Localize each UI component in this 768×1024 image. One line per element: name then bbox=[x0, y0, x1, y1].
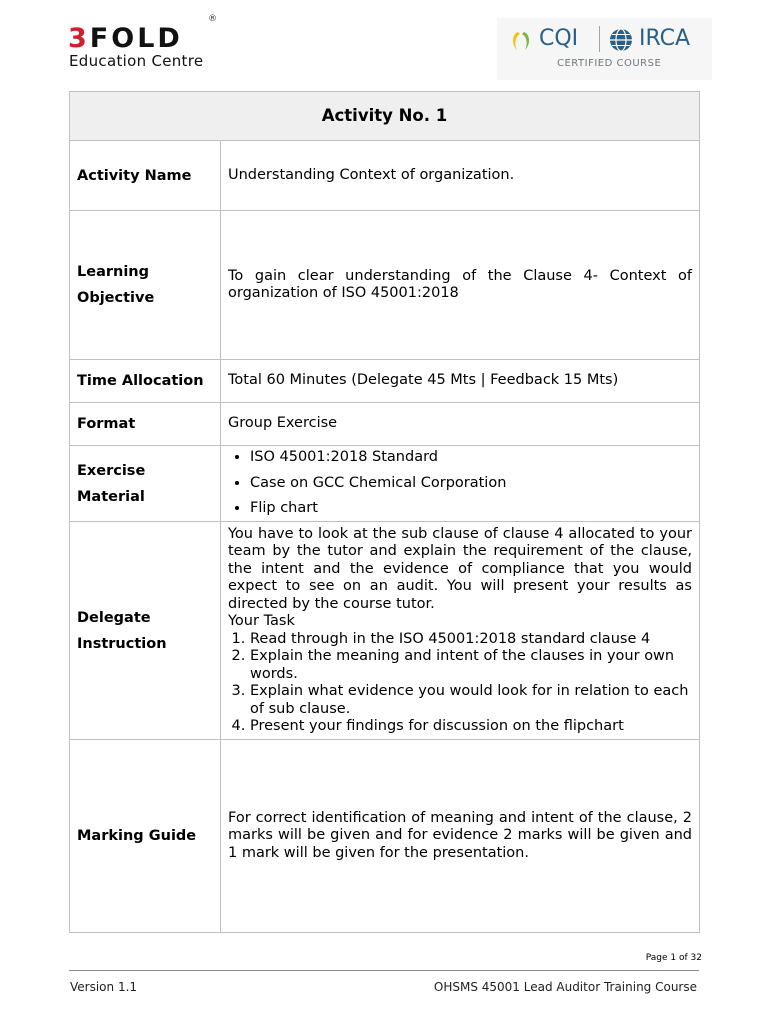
activity-name-value: Understanding Context of organization. bbox=[221, 141, 700, 211]
exercise-material-row bbox=[70, 446, 700, 522]
format-row bbox=[70, 403, 700, 446]
list-item: 1. Read through in the ISO 45001:2018 standard clause 4 bbox=[250, 631, 692, 649]
marking-guide-value: For correct identification of meaning and intent of the clause, 2 marks will be given and for evidence 2 marks will be given and 1 mark will be given for the presentation. bbox=[221, 740, 700, 933]
list-item: • Case on GCC Chemical Corporation bbox=[250, 475, 692, 493]
time-allocation-label: Time Allocation bbox=[70, 360, 221, 403]
task-heading: Your Task bbox=[228, 613, 295, 629]
delegate-instruction-value bbox=[221, 522, 700, 740]
exercise-material-label: Exercise Material bbox=[70, 446, 221, 522]
list-item: • ISO 45001:2018 Standard bbox=[250, 449, 692, 467]
time-allocation-value: Total 60 Minutes (Delegate 45 Mts | Feedback 15 Mts) bbox=[221, 360, 700, 403]
activity-name-label: Activity Name bbox=[70, 141, 221, 211]
delegate-instruction-label: Delegate Instruction bbox=[70, 522, 221, 740]
version-text: Version 1.1 bbox=[70, 980, 138, 994]
task-list bbox=[228, 631, 692, 736]
list-item: 2. Explain the meaning and intent of the clauses in your own words. bbox=[250, 648, 692, 683]
marking-guide-label: Marking Guide bbox=[70, 740, 221, 933]
time-allocation-row bbox=[70, 360, 700, 403]
title-row bbox=[70, 92, 700, 141]
instruction-intro: You have to look at the sub clause of clause 4 allocated to your team by the tutor and explain the requirement of the clause, the intent and the evidence of compliance that you would expect to see on an audit. You will present your results as directed by the course tutor. bbox=[228, 525, 692, 612]
list-item: 3. Explain what evidence you would look for in relation to each of sub clause. bbox=[250, 683, 692, 718]
cqi-text: CQI bbox=[539, 26, 579, 51]
learning-objective-label: Learning Objective bbox=[70, 211, 221, 360]
format-value: Group Exercise bbox=[221, 403, 700, 446]
irca-text: IRCA bbox=[639, 26, 691, 51]
globe-icon bbox=[609, 28, 633, 52]
learning-objective-row bbox=[70, 211, 700, 360]
marking-guide-row bbox=[70, 740, 700, 933]
exercise-material-list bbox=[221, 446, 700, 522]
page-number: Page 1 of 32 bbox=[645, 953, 702, 963]
footer-divider bbox=[69, 970, 699, 971]
logo-subtitle: Education Centre bbox=[69, 52, 204, 70]
certified-course-text: CERTIFIED COURSE bbox=[557, 58, 662, 69]
list-item: 4. Present your findings for discussion on the flipchart bbox=[250, 718, 692, 736]
logo-divider bbox=[599, 26, 600, 52]
logo-wordmark bbox=[68, 24, 183, 54]
course-title: OHSMS 45001 Lead Auditor Training Course bbox=[433, 980, 697, 994]
logo-word: FOLD bbox=[89, 23, 183, 54]
registered-mark: ® bbox=[208, 14, 217, 24]
cqi-emblem-icon bbox=[509, 30, 533, 52]
activity-title: Activity No. 1 bbox=[70, 92, 700, 141]
logo-number: 3 bbox=[68, 23, 90, 54]
cqi-irca-certified-logo bbox=[497, 18, 712, 80]
list-item: • Flip chart bbox=[250, 500, 692, 518]
activity-table bbox=[69, 91, 700, 933]
delegate-instruction-row bbox=[70, 522, 700, 740]
format-label: Format bbox=[70, 403, 221, 446]
learning-objective-value: To gain clear understanding of the Clause 4- Context of organization of ISO 45001:2018 bbox=[221, 211, 700, 360]
3fold-logo bbox=[68, 14, 228, 78]
activity-name-row bbox=[70, 141, 700, 211]
